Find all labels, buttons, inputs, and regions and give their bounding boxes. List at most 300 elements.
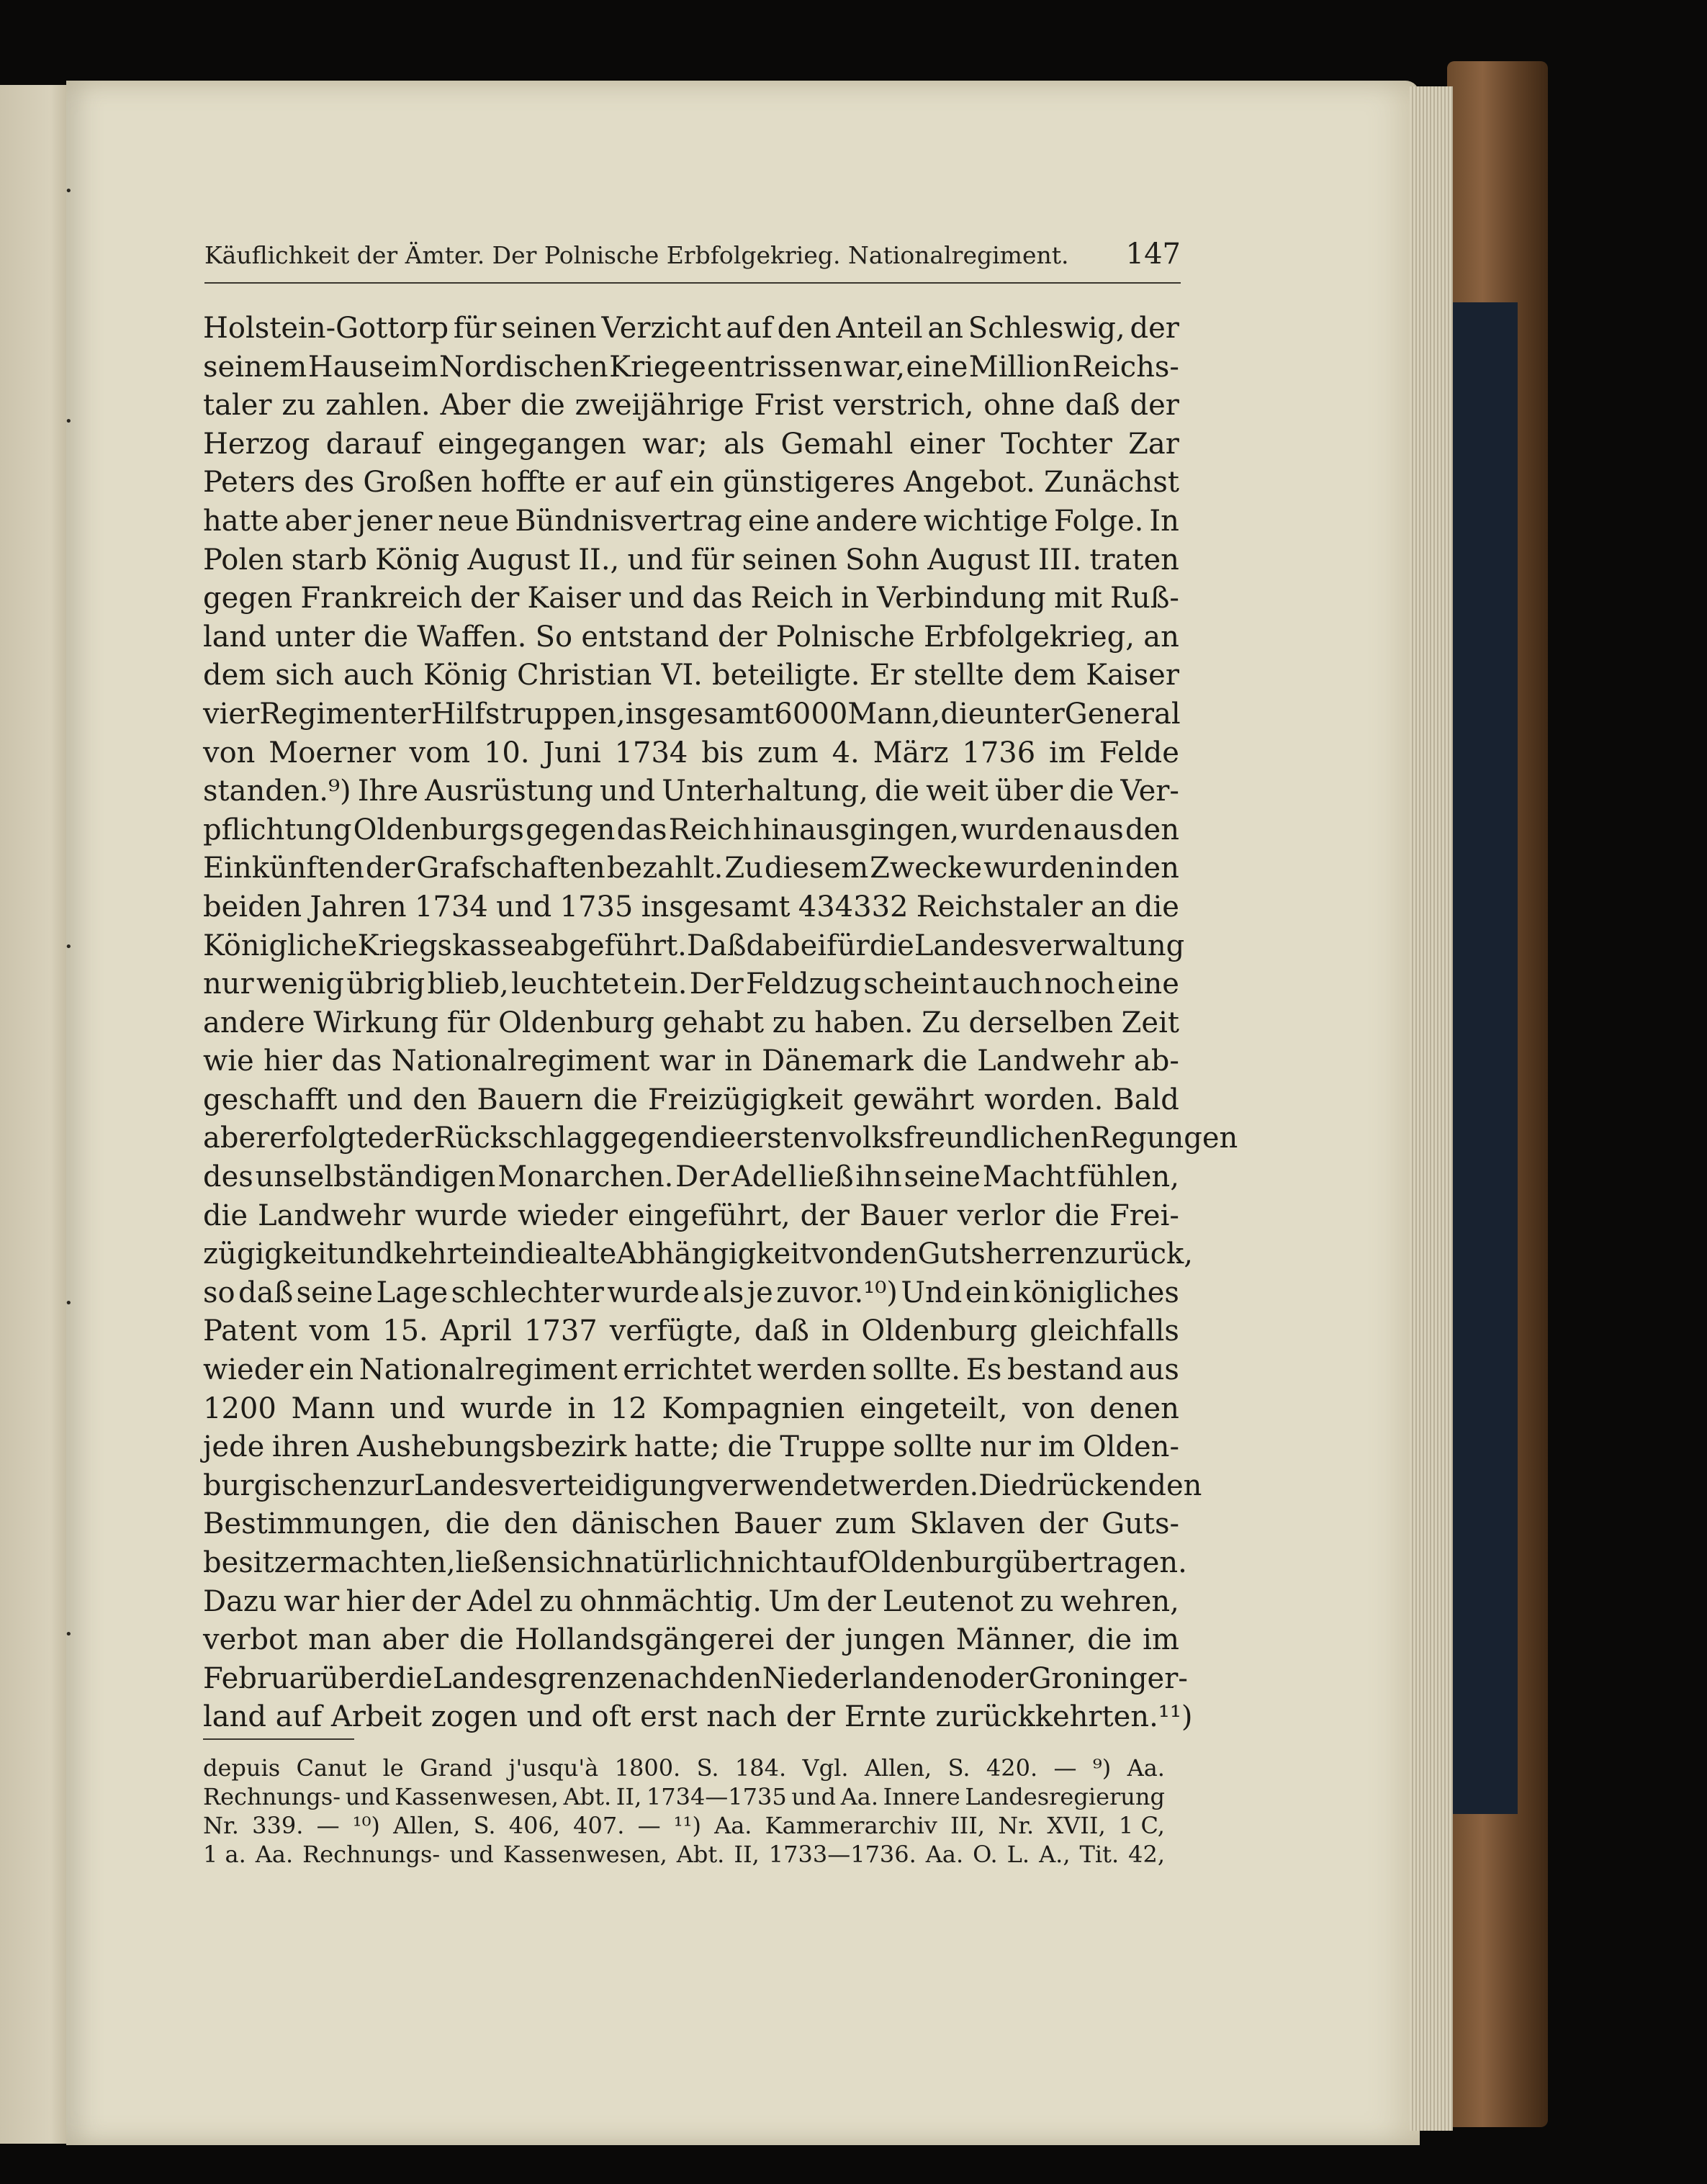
word: Ver- xyxy=(1120,775,1179,808)
word: ihn xyxy=(855,1160,902,1194)
word: erfolgte xyxy=(269,1122,385,1155)
word: Niederlanden xyxy=(762,1661,962,1695)
word: wurde xyxy=(607,1276,700,1309)
word: unselbständigen xyxy=(255,1160,496,1194)
footnote-word: 1733—1736. xyxy=(768,1841,916,1868)
word: verbot xyxy=(203,1623,298,1657)
text-line xyxy=(203,849,1179,888)
word: war; xyxy=(642,427,708,461)
word: Ausrüstung xyxy=(425,775,593,808)
word: natürlich xyxy=(604,1546,737,1579)
word: Groninger- xyxy=(1028,1661,1188,1695)
word: Oldenburgs xyxy=(353,813,524,847)
word: eingeführt, xyxy=(627,1199,791,1232)
word: und xyxy=(600,775,656,808)
footnote-word: 339. xyxy=(252,1812,304,1839)
footnote-word: Kassenwesen, xyxy=(503,1841,667,1868)
word: die xyxy=(691,1122,737,1155)
word: ohne xyxy=(983,389,1055,423)
word: August xyxy=(927,543,1030,577)
word: und xyxy=(347,1083,403,1116)
word: blieb, xyxy=(427,967,509,1001)
word: General xyxy=(1064,697,1181,731)
word: wurden xyxy=(960,813,1072,847)
word: bezahlt. xyxy=(606,852,724,885)
text-line xyxy=(203,811,1179,850)
word: Freizügigkeit xyxy=(647,1083,843,1116)
word: eine xyxy=(1117,967,1179,1001)
word: zum xyxy=(757,736,819,770)
word: Frei- xyxy=(1109,1199,1179,1232)
word: daß xyxy=(1065,389,1120,423)
word: Landesverwaltung xyxy=(914,929,1185,962)
word: Daß xyxy=(686,929,747,962)
word: werden xyxy=(757,1353,867,1387)
word: daß xyxy=(238,1276,294,1309)
word: Großen xyxy=(363,466,472,500)
word: Die xyxy=(978,1468,1028,1502)
word: Bauer xyxy=(859,1199,947,1232)
word: der xyxy=(365,852,415,885)
page-number: 147 xyxy=(1125,238,1181,271)
word: verwendet xyxy=(706,1468,860,1502)
text-line xyxy=(203,541,1179,580)
word: Regungen xyxy=(1089,1122,1238,1155)
word: April xyxy=(440,1314,512,1348)
word: Oldenburg xyxy=(861,1314,1018,1348)
word: Nationalregiment xyxy=(391,1044,650,1078)
footnote-word: Canut xyxy=(296,1754,367,1782)
word: 4. xyxy=(832,736,860,770)
word: König xyxy=(423,659,508,692)
word: an xyxy=(927,312,963,345)
word: Bauer xyxy=(733,1507,821,1541)
word: Regimenter xyxy=(259,697,431,731)
word: der xyxy=(827,1584,876,1618)
word: ließen xyxy=(455,1546,546,1579)
word: traten xyxy=(1089,543,1179,577)
word: stellte xyxy=(914,659,1004,692)
word: eine xyxy=(747,504,810,538)
text-line xyxy=(203,734,1179,773)
word: in xyxy=(489,1237,517,1271)
word: an xyxy=(1090,890,1127,924)
text-line xyxy=(203,1004,1179,1043)
footnote-word: A., xyxy=(1039,1841,1071,1868)
text-line xyxy=(203,1119,1238,1158)
word: sich xyxy=(546,1546,605,1579)
word: an xyxy=(1143,620,1179,654)
word: aus xyxy=(1073,813,1124,847)
footnote-word: Aa. xyxy=(840,1783,879,1810)
word: land xyxy=(203,620,267,654)
footnote-word: 420. xyxy=(986,1754,1038,1782)
word: Herzog xyxy=(203,427,310,461)
text-line xyxy=(203,1197,1179,1236)
word: im xyxy=(1038,1430,1076,1464)
word: wieder xyxy=(517,1199,618,1232)
word: beteiligte. xyxy=(712,659,860,692)
word: aber xyxy=(203,1122,270,1155)
text-line xyxy=(203,695,1179,734)
word: in xyxy=(841,582,869,615)
word: Feldzug xyxy=(745,967,862,1001)
word: der xyxy=(411,1584,461,1618)
word: Nationalregiment xyxy=(359,1353,618,1387)
word: der xyxy=(1038,1507,1089,1541)
text-line xyxy=(203,1505,1179,1544)
word: wurden xyxy=(983,852,1095,885)
word: burgischen xyxy=(203,1468,367,1502)
footnote-word: le xyxy=(382,1754,404,1782)
word: gehabt xyxy=(662,1006,765,1039)
word: Sohn xyxy=(845,543,920,577)
word: der xyxy=(785,1623,834,1657)
word: aus xyxy=(1128,1353,1179,1387)
word: Mann, xyxy=(847,697,941,731)
footnote-word: ¹¹) xyxy=(673,1812,701,1839)
footnote-word: Aa. xyxy=(925,1841,964,1868)
word: So xyxy=(535,620,573,654)
margin-mark: • xyxy=(65,1296,73,1311)
text-line xyxy=(203,502,1179,541)
footnote-word: 1 a. xyxy=(203,1841,246,1868)
footnote-word: 184. xyxy=(734,1754,787,1782)
word: worden. xyxy=(984,1083,1104,1116)
word: zu xyxy=(1019,1584,1054,1618)
text-line xyxy=(203,387,1179,425)
word: ohnmächtig. xyxy=(580,1584,762,1618)
word: die xyxy=(520,389,565,423)
word: Angebot. xyxy=(904,466,1035,500)
text-line xyxy=(203,1583,1179,1622)
word: Schleswig, xyxy=(968,312,1125,345)
word: in xyxy=(724,1044,752,1078)
word: machten, xyxy=(320,1546,456,1579)
word: vier xyxy=(203,697,260,731)
word: dabei xyxy=(746,929,827,962)
footnote-word: ¹⁰) xyxy=(352,1812,380,1839)
word: gegen xyxy=(601,1122,692,1155)
word: kehrte xyxy=(393,1237,490,1271)
word: den xyxy=(413,1083,467,1116)
word: königliches xyxy=(1013,1276,1179,1309)
word: volksfreundlichen xyxy=(829,1122,1090,1155)
word: Oldenburg xyxy=(498,1006,654,1039)
word: Jahren xyxy=(310,890,407,924)
word: verlor xyxy=(957,1199,1045,1232)
word: die xyxy=(874,775,920,808)
footnote-rule xyxy=(203,1738,354,1740)
word: ein. xyxy=(633,967,688,1001)
word: Monarchen. xyxy=(497,1160,674,1194)
word: hoffte xyxy=(480,466,566,500)
word: Moerner xyxy=(269,736,396,770)
word: auf xyxy=(811,1546,858,1579)
text-line xyxy=(203,1428,1179,1467)
word: 434332 xyxy=(798,890,909,924)
word: die xyxy=(727,1430,773,1464)
word: Der xyxy=(689,967,744,1001)
word: der xyxy=(717,620,767,654)
word: Er xyxy=(869,659,904,692)
word: er xyxy=(575,466,605,500)
word: taler xyxy=(203,389,272,423)
word: Kriegskasse xyxy=(357,929,533,962)
word: zügigkeit xyxy=(203,1237,338,1271)
footnote-word: 1 C, xyxy=(1118,1812,1165,1839)
word: Landwehr xyxy=(258,1199,405,1232)
word: Bündnisvertrag xyxy=(515,504,742,538)
word: Königliche xyxy=(203,929,358,962)
footnote-word: Allen, xyxy=(864,1754,932,1782)
word: Zu xyxy=(724,852,763,885)
word: für xyxy=(827,929,870,962)
word: Gemahl xyxy=(780,427,893,461)
word: land auf Arbeit zogen und oft erst nach der Ernte zurückkehrten.¹¹) xyxy=(203,1700,1193,1734)
word: nur xyxy=(203,967,254,1001)
facing-page-edge xyxy=(0,85,72,2144)
word: Christian xyxy=(517,659,652,692)
word: den xyxy=(1125,852,1179,885)
footnote-word: Innere xyxy=(883,1783,960,1810)
footnote-word: Tit. xyxy=(1079,1841,1120,1868)
word: hinausgingen, xyxy=(752,813,960,847)
word: den xyxy=(1125,813,1179,847)
word: geschafft xyxy=(203,1083,338,1116)
word: Truppe xyxy=(780,1430,886,1464)
footnote-word: II, xyxy=(616,1783,642,1810)
word: 1737 xyxy=(523,1314,598,1348)
word: 12 xyxy=(610,1391,647,1425)
word: Patent xyxy=(203,1314,297,1348)
word: die xyxy=(516,1237,562,1271)
word: sollte. xyxy=(872,1353,960,1387)
word: Frist xyxy=(754,389,824,423)
word: daß xyxy=(754,1314,809,1348)
footnote-word: Landesregierung xyxy=(965,1783,1165,1810)
word: gleichfalls xyxy=(1030,1314,1179,1348)
word: in xyxy=(1096,852,1124,885)
word: das xyxy=(692,582,743,615)
word: Reich xyxy=(750,582,834,615)
word: zur xyxy=(366,1468,414,1502)
margin-mark: • xyxy=(65,184,73,199)
word: seinen xyxy=(742,543,837,577)
word: entrissen xyxy=(707,350,843,384)
word: errichtet xyxy=(623,1353,752,1387)
word: alte xyxy=(561,1237,617,1271)
word: die xyxy=(1134,890,1179,924)
word: von xyxy=(1022,1391,1075,1425)
word: unter xyxy=(985,697,1065,731)
word: Und xyxy=(901,1276,963,1309)
word: wurde xyxy=(460,1391,553,1425)
word: andere xyxy=(203,1006,305,1039)
word: war xyxy=(659,1044,716,1078)
word: weit xyxy=(926,775,988,808)
word: man xyxy=(308,1623,371,1657)
footnote-word: Aa. xyxy=(255,1841,294,1868)
text-line xyxy=(203,348,1179,387)
word: Landesverteidigung xyxy=(413,1468,706,1502)
text-line xyxy=(203,927,1185,966)
footnote-word: Nr. xyxy=(203,1812,239,1839)
word: eine xyxy=(906,350,968,384)
word: Kriege xyxy=(609,350,706,384)
word: König xyxy=(375,543,460,577)
word: oder xyxy=(961,1661,1029,1695)
word: Aushebungsbezirk xyxy=(356,1430,627,1464)
word: Gutsherren xyxy=(917,1237,1084,1271)
word: Nordischen xyxy=(438,350,608,384)
word: zu xyxy=(772,1006,806,1039)
word: Zeit xyxy=(1121,1006,1179,1039)
word: seinem xyxy=(203,350,307,384)
page-stack-edges xyxy=(1410,86,1453,2131)
word: auf xyxy=(614,466,661,500)
word: gegen xyxy=(203,582,293,615)
word: Peters xyxy=(203,466,296,500)
text-line xyxy=(203,1274,1179,1313)
word: neue xyxy=(438,504,510,538)
word: Dazu xyxy=(203,1584,277,1618)
word: sollte xyxy=(893,1430,973,1464)
text-line xyxy=(203,1467,1202,1506)
word: wichtige xyxy=(923,504,1048,538)
footnote-line xyxy=(203,1840,1165,1869)
text-line xyxy=(203,965,1179,1004)
word: sich xyxy=(275,659,334,692)
word: Verbindung xyxy=(877,582,1046,615)
word: bestand xyxy=(1007,1353,1124,1387)
word: seinen xyxy=(501,312,597,345)
footnote-word: j'usqu'à xyxy=(508,1754,599,1782)
word: von xyxy=(811,1237,864,1271)
footnote-line xyxy=(203,1782,1165,1811)
word: Anteil xyxy=(836,312,923,345)
word: gegen xyxy=(526,813,616,847)
word: eingegangen xyxy=(438,427,626,461)
text-line xyxy=(203,1390,1179,1429)
footnote-word: Abt. xyxy=(563,1783,612,1810)
word: ein xyxy=(308,1353,354,1387)
word: Unterhaltung, xyxy=(662,775,868,808)
word: Juni xyxy=(543,736,601,770)
word: Männer, xyxy=(955,1623,1077,1657)
word: dänischen xyxy=(571,1507,720,1541)
word: leuchtet xyxy=(511,967,631,1001)
word: das xyxy=(616,813,667,847)
word: insgesamt xyxy=(641,890,791,924)
word: als xyxy=(703,1276,744,1309)
footnote-word: S. xyxy=(947,1754,970,1782)
word: hatte; xyxy=(634,1430,720,1464)
text-line xyxy=(203,579,1179,618)
footnote-line xyxy=(203,1811,1165,1840)
word: Kaiser xyxy=(527,582,621,615)
word: Um xyxy=(768,1584,820,1618)
word: noch xyxy=(1044,967,1115,1001)
word: die xyxy=(459,1623,504,1657)
word: 15. xyxy=(382,1314,428,1348)
text-line xyxy=(203,1351,1179,1390)
word: Bald xyxy=(1113,1083,1179,1116)
text-line xyxy=(203,1158,1179,1197)
text-line xyxy=(203,772,1179,811)
footnotes xyxy=(203,1754,1165,1869)
word: 1736 xyxy=(962,736,1036,770)
word: In xyxy=(1149,504,1179,538)
word: insgesamt xyxy=(625,697,775,731)
word: die xyxy=(922,1044,968,1078)
word: den xyxy=(777,312,832,345)
word: günstigeres xyxy=(723,466,896,500)
word: Bestimmungen, xyxy=(203,1507,432,1541)
word: Frankreich xyxy=(300,582,462,615)
footnote-word: — xyxy=(637,1812,661,1839)
word: bis xyxy=(701,736,744,770)
word: ein xyxy=(669,466,714,500)
word: als xyxy=(724,427,765,461)
word: 10. xyxy=(483,736,530,770)
word: Landesgrenze xyxy=(432,1661,638,1695)
word: wurde xyxy=(415,1199,508,1232)
footnote-word: und xyxy=(791,1783,837,1810)
word: ließ xyxy=(798,1160,854,1194)
word: übertragen. xyxy=(1013,1546,1187,1579)
footnote-word: XVII, xyxy=(1047,1812,1106,1839)
word: 1735 xyxy=(559,890,634,924)
word: auch xyxy=(343,659,414,692)
footnote-word: Nr. xyxy=(998,1812,1035,1839)
footnote-word: Vgl. xyxy=(802,1754,849,1782)
word: in xyxy=(567,1391,596,1425)
word: Zu xyxy=(922,1006,960,1039)
word: wie xyxy=(203,1044,254,1078)
word: Polnische xyxy=(775,620,915,654)
word: 1734 xyxy=(414,890,488,924)
word: zurück, xyxy=(1084,1237,1194,1271)
word: Februar xyxy=(203,1661,320,1695)
header-rule xyxy=(204,282,1181,284)
word: von xyxy=(203,736,256,770)
word: jener xyxy=(356,504,433,538)
word: derselben xyxy=(968,1006,1113,1039)
word: abgeführt. xyxy=(533,929,687,962)
word: die xyxy=(203,1199,248,1232)
footnote-word: — xyxy=(1053,1754,1077,1782)
text-line xyxy=(203,1544,1187,1583)
word: fühlen, xyxy=(1077,1160,1179,1194)
word: Olden- xyxy=(1082,1430,1179,1464)
word: wenig xyxy=(256,967,345,1001)
word: auf xyxy=(726,312,773,345)
word: zweijährige xyxy=(575,389,744,423)
text-line xyxy=(203,656,1179,695)
word: 1200 xyxy=(203,1391,276,1425)
margin-mark: • xyxy=(65,939,73,955)
word: Kaiser xyxy=(1086,659,1179,692)
word: der xyxy=(469,582,520,615)
word: nach xyxy=(637,1661,708,1695)
word: für xyxy=(446,1006,490,1039)
text-line xyxy=(203,1698,1193,1737)
word: scheint xyxy=(863,967,970,1001)
word: Ruß- xyxy=(1109,582,1179,615)
text-line xyxy=(203,1081,1179,1120)
word: Abhängigkeit xyxy=(616,1237,811,1271)
